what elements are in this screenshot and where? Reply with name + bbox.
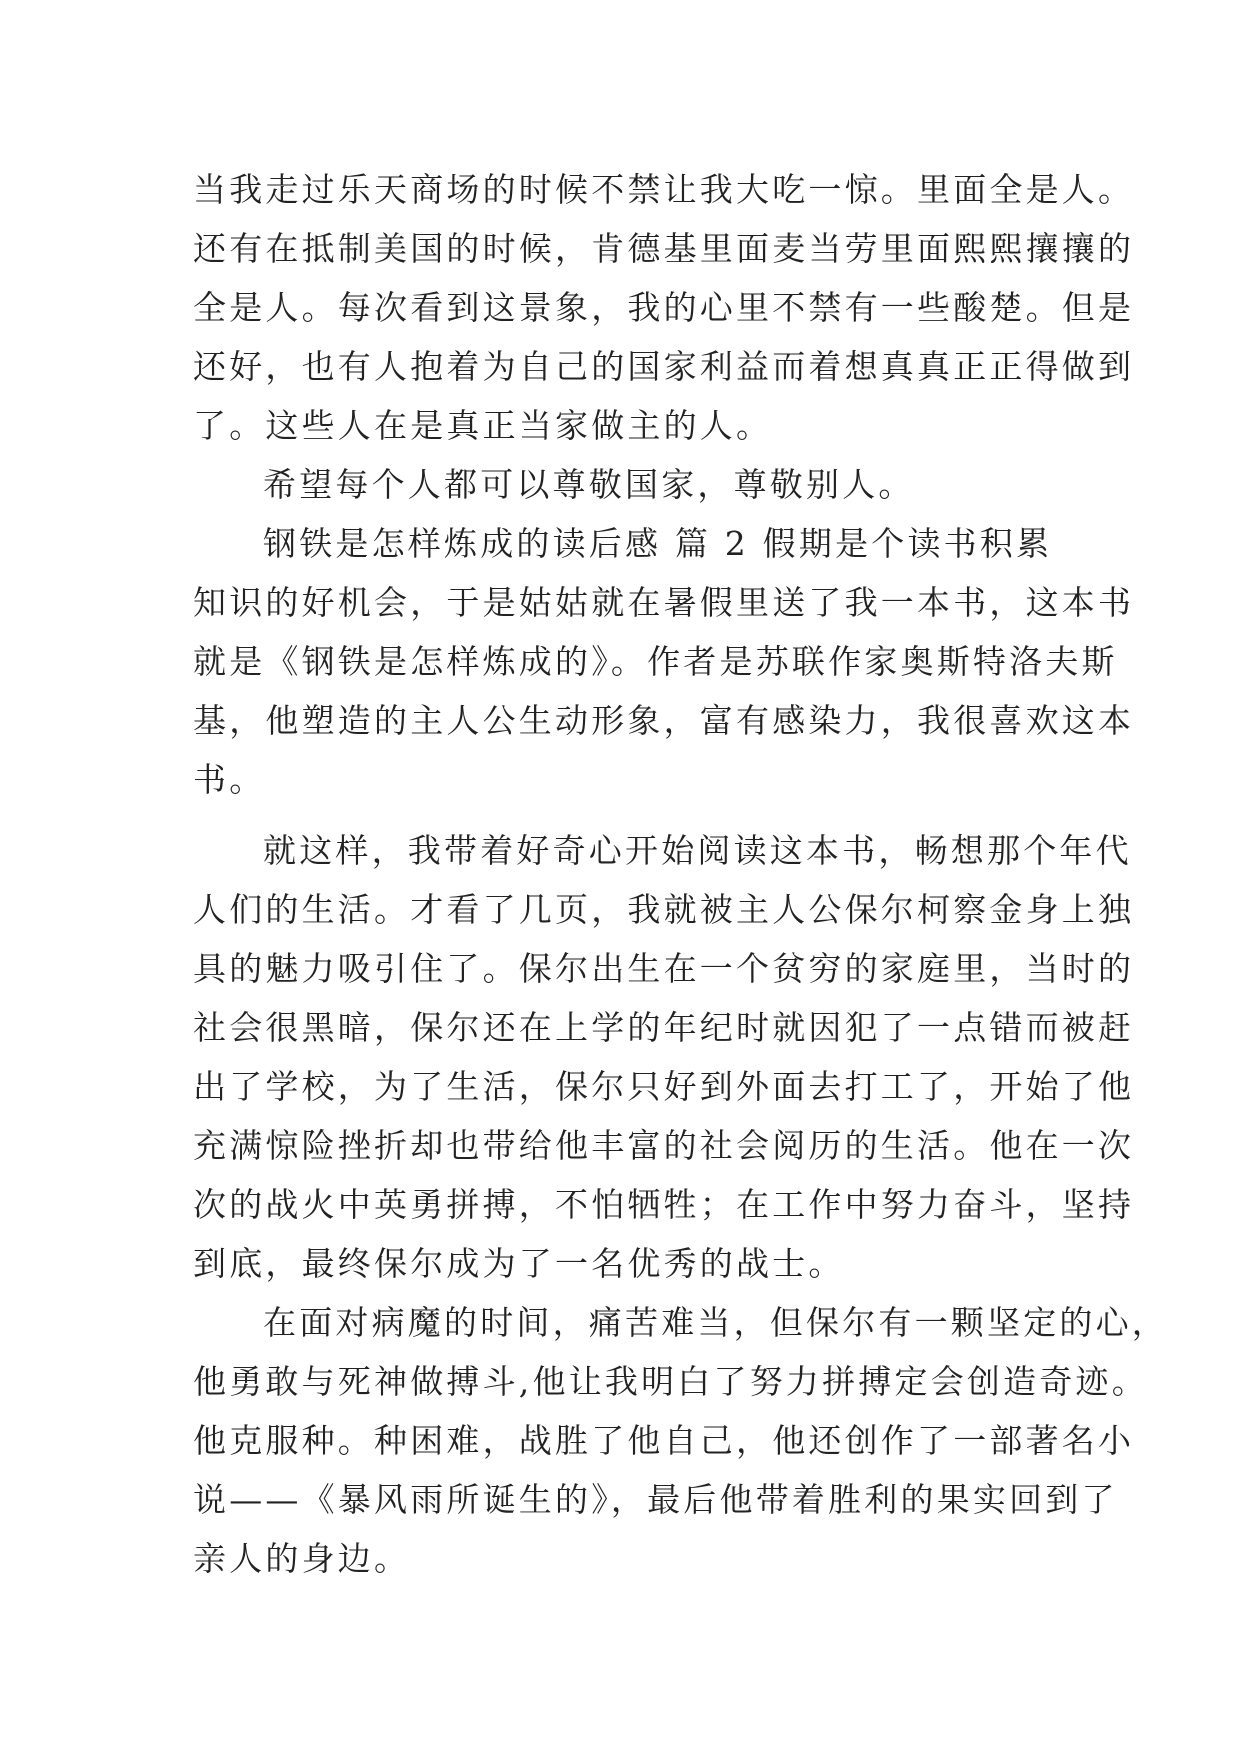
text-line: 次的战火中英勇拼搏，不怕牺牲；在工作中努力奋斗，坚持	[193, 1185, 1135, 1224]
text-line: 人们的生活。才看了几页，我就被主人公保尔柯察金身上独	[193, 890, 1135, 929]
text-line: 他勇敢与死神做搏斗,他让我明白了努力拼搏定会创造奇迹。	[193, 1362, 1148, 1401]
text-line: 当我走过乐天商场的时候不禁让我大吃一惊。里面全是人。	[193, 170, 1135, 209]
text-line: 具的魅力吸引住了。保尔出生在一个贫穷的家庭里，当时的	[193, 949, 1135, 988]
text-line: 就是《钢铁是怎样炼成的》。作者是苏联作家奥斯特洛夫斯	[193, 642, 1118, 681]
text-line: 就这样，我带着好奇心开始阅读这本书，畅想那个年代	[263, 831, 1132, 870]
text-line: 还好，也有人抱着为自己的国家利益而着想真真正正得做到	[193, 347, 1135, 386]
text-line: 说——《暴风雨所诞生的》，最后他带着胜利的果实回到了	[193, 1480, 1118, 1519]
text-line: 亲人的身边。	[193, 1539, 411, 1578]
text-line: 书。	[193, 760, 266, 799]
text-line: 希望每个人都可以尊敬国家，尊敬别人。	[263, 465, 915, 504]
text-line: 充满惊险挫折却也带给他丰富的社会阅历的生活。他在一次	[193, 1126, 1135, 1165]
text-line: 在面对病魔的时间，痛苦难当，但保尔有一颗坚定的心，	[263, 1303, 1168, 1342]
text-line: 他克服种。种困难，战胜了他自己，他还创作了一部著名小	[193, 1421, 1135, 1460]
text-line: 全是人。每次看到这景象，我的心里不禁有一些酸楚。但是	[193, 288, 1135, 327]
text-line: 到底，最终保尔成为了一名优秀的战士。	[193, 1244, 845, 1283]
text-line: 社会很黑暗，保尔还在上学的年纪时就因犯了一点错而被赶	[193, 1008, 1135, 1047]
text-line: 出了学校，为了生活，保尔只好到外面去打工了，开始了他	[193, 1067, 1135, 1106]
text-line: 知识的好机会，于是姑姑就在暑假里送了我一本书，这本书	[193, 583, 1135, 622]
document-body	[193, 160, 1168, 1588]
text-line: 基，他塑造的主人公生动形象，富有感染力，我很喜欢这本	[193, 701, 1135, 740]
section-title-line: 钢铁是怎样炼成的读后感 篇 2 假期是个读书积累	[263, 524, 1053, 563]
text-line: 还有在抵制美国的时候，肯德基里面麦当劳里面熙熙攘攘的	[193, 229, 1135, 268]
text-line: 了。这些人在是真正当家做主的人。	[193, 406, 773, 445]
